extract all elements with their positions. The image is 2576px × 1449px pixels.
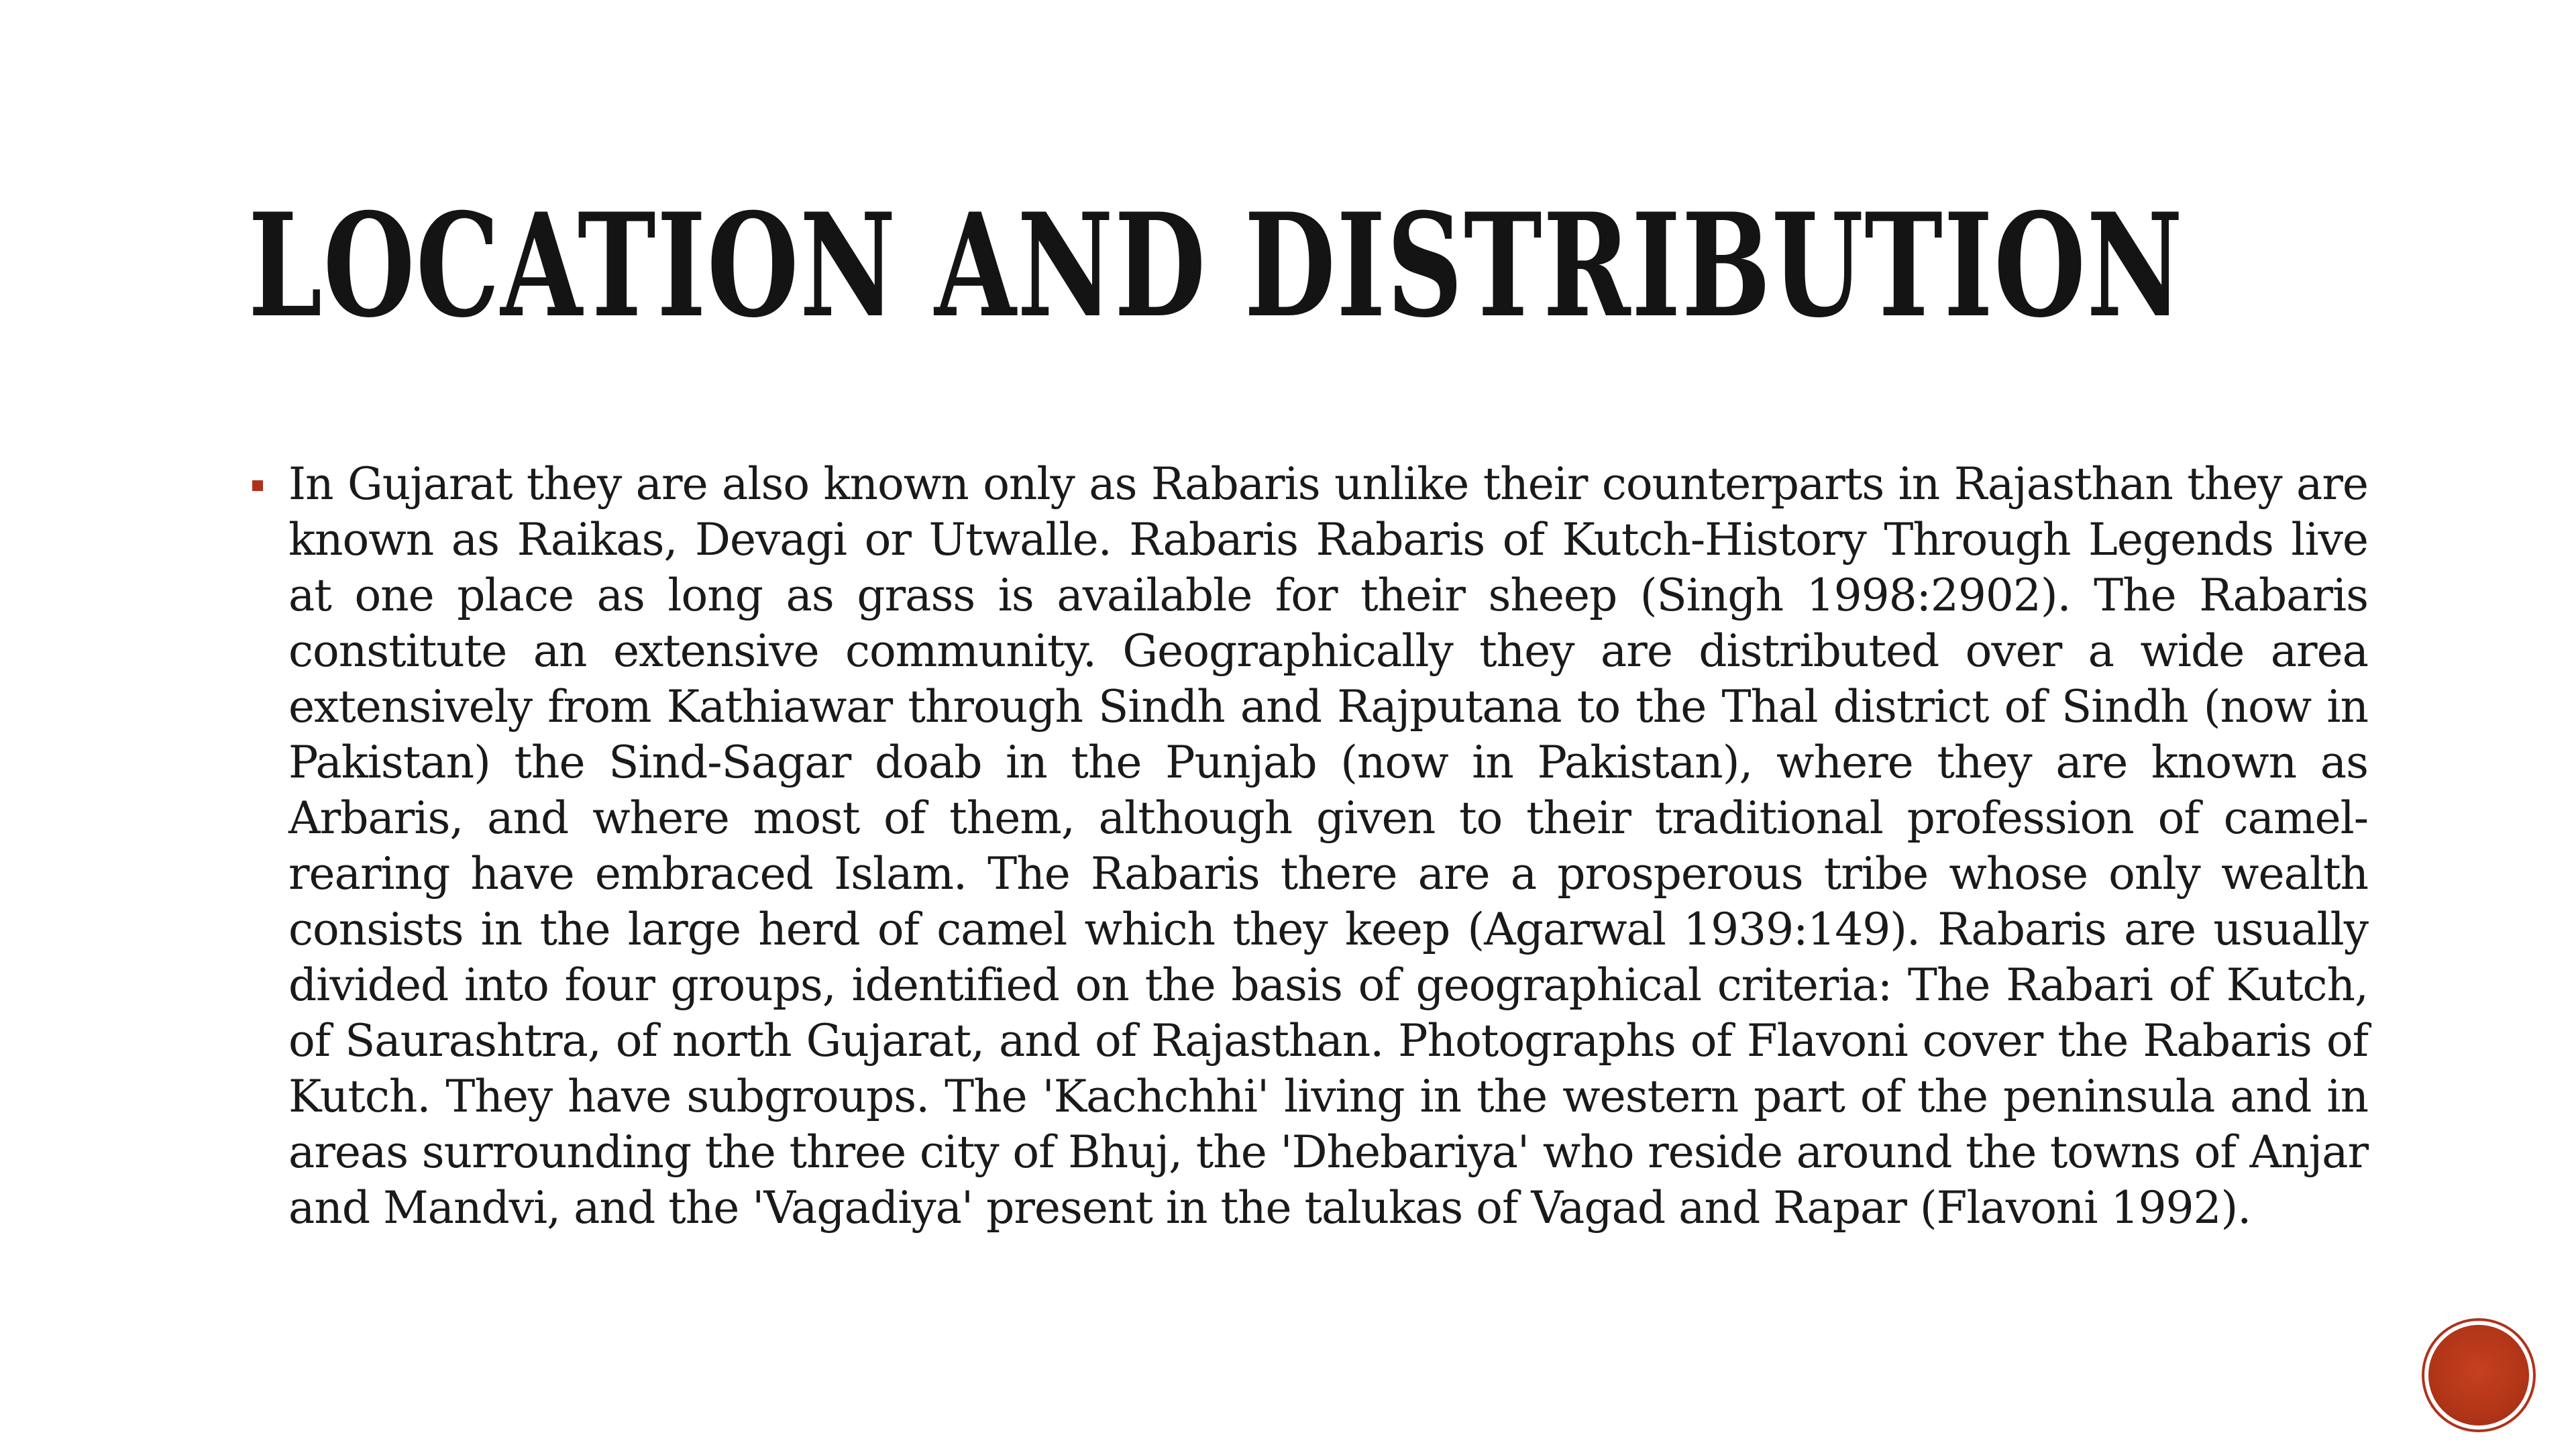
next-slide-button[interactable] — [2428, 1325, 2529, 1426]
square-bullet-icon — [252, 480, 263, 491]
bullet-item — [248, 456, 2368, 1236]
slide-body — [248, 456, 2368, 1236]
slide-title: LOCATION AND DISTRIBUTION — [248, 182, 2184, 349]
bullet-text: In Gujarat they are also known only as Rabaris unlike their counterparts in Rajasthan they are known as Raikas, Devagi or Utwalle. Rabaris Rabaris of Kutch-History Through Legends live at one place as long as grass is available for their sheep (Singh 1998:2902). The Rabaris constitute an extensive community. Geographically they are distributed over a wide area extensively from Kathiawar through Sindh and Rajputana to the Thal district of Sindh (now in Pakistan) the Sind-Sagar doab in the Punjab (now in Pakistan), where they are known as Arbaris, and where most of them, although given to their traditional profession of camel-rearing have embraced Islam. The Rabaris there are a prosperous tribe whose only wealth consists in the large herd of camel which they keep (Agarwal 1939:149). Rabaris are usually divided into four groups, identified on the basis of geographical criteria: The Rabari of Kutch, of Saurashtra, of north Gujarat, and of Rajasthan. Photographs of Flavoni cover the Rabaris of Kutch. They have subgroups. The 'Kachchhi' living in the western part of the peninsula and in areas surrounding the three city of Bhuj, the 'Dhebariya' who reside around the towns of Anjar and Mandvi, and the 'Vagadiya' present in the talukas of Vagad and Rapar (Flavoni 1992). — [288, 458, 2368, 1234]
